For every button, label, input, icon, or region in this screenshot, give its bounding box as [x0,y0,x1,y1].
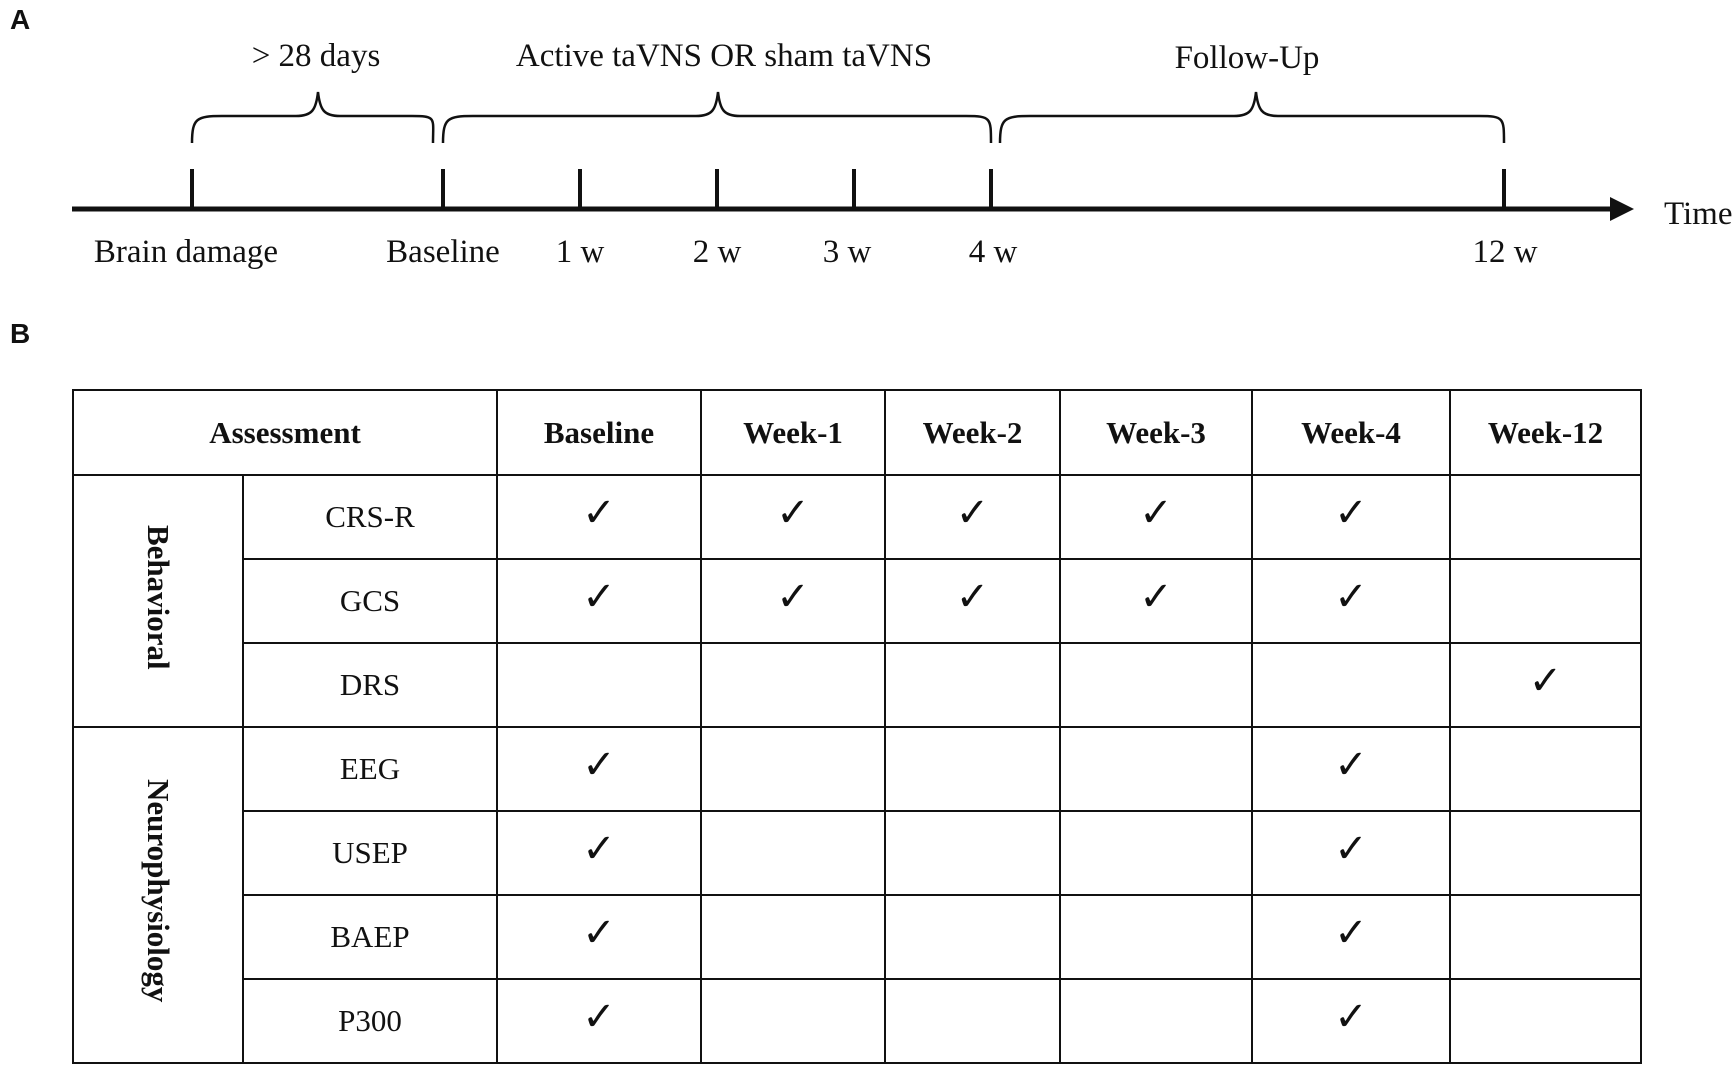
phase-brace-pre [192,92,433,143]
schedule-cell [1060,979,1252,1063]
schedule-cell [1060,475,1252,559]
assessment-label: GCS [243,559,497,643]
schedule-cell [885,475,1060,559]
header-week-2: Week-2 [885,390,1060,475]
schedule-cell [1060,727,1252,811]
assessment-label: BAEP [243,895,497,979]
check-mark-icon: ✓ [582,993,616,1040]
category-label: Neurophysiology [141,779,176,1003]
schedule-cell [885,895,1060,979]
phase-label-treatment: Active taVNS OR sham taVNS [515,38,933,74]
schedule-cell [701,811,885,895]
schedule-cell [885,727,1060,811]
schedule-cell [497,727,701,811]
schedule-cell [701,727,885,811]
tick-label-brain-damage: Brain damage [93,234,279,270]
tick-label-12w: 12 w [1472,234,1538,270]
schedule-cell [701,895,885,979]
schedule-cell [1450,475,1641,559]
check-mark-icon: ✓ [776,573,810,620]
assessment-label: USEP [243,811,497,895]
check-mark-icon: ✓ [582,489,616,536]
assessment-label: DRS [243,643,497,727]
category-cell [73,727,243,1063]
check-mark-icon: ✓ [582,741,616,788]
table-row [73,895,1641,979]
check-mark-icon: ✓ [1139,489,1173,536]
header-week-12: Week-12 [1450,390,1641,475]
check-mark-icon: ✓ [1334,573,1368,620]
schedule-cell [1450,643,1641,727]
timeline-ticks [192,169,1504,209]
tick-label-baseline: Baseline [386,234,500,270]
assessment-table [72,389,1642,1064]
header-week-4: Week-4 [1252,390,1450,475]
schedule-cell [497,895,701,979]
schedule-cell [1450,811,1641,895]
schedule-cell [1450,895,1641,979]
check-mark-icon: ✓ [955,489,990,536]
panel-label-a: A [10,4,31,35]
schedule-cell [885,811,1060,895]
check-mark-icon: ✓ [582,825,616,872]
timeline-diagram [0,0,1736,290]
tick-label-3w: 3 w [822,234,872,270]
schedule-cell [1060,895,1252,979]
category-cell [73,475,243,727]
table-header-row [73,390,1641,475]
schedule-cell [701,559,885,643]
schedule-cell [1252,643,1450,727]
table-row [73,475,1641,559]
check-mark-icon: ✓ [1334,909,1368,956]
schedule-cell [1252,559,1450,643]
phase-brace-treatment [443,92,991,143]
table-row [73,643,1641,727]
phase-label-followup: Follow-Up [1174,40,1320,76]
check-mark-icon: ✓ [1139,573,1173,620]
schedule-cell [497,643,701,727]
schedule-cell [1060,811,1252,895]
schedule-cell [1252,979,1450,1063]
schedule-cell [885,979,1060,1063]
schedule-cell [885,643,1060,727]
schedule-cell [701,979,885,1063]
schedule-cell [1252,475,1450,559]
assessment-label: P300 [243,979,497,1063]
check-mark-icon: ✓ [582,909,616,956]
tick-label-2w: 2 w [692,234,742,270]
assessment-label: EEG [243,727,497,811]
check-mark-icon: ✓ [1334,993,1368,1040]
table-row [73,811,1641,895]
category-label: Behavioral [141,524,176,670]
schedule-cell [497,979,701,1063]
schedule-cell [497,559,701,643]
tick-label-4w: 4 w [968,234,1018,270]
phase-label-pre: > 28 days [251,38,381,74]
schedule-cell [1252,727,1450,811]
check-mark-icon: ✓ [1528,657,1563,704]
schedule-cell [1252,895,1450,979]
schedule-cell [1450,727,1641,811]
header-baseline: Baseline [497,390,701,475]
check-mark-icon: ✓ [1334,825,1368,872]
tick-label-1w: 1 w [555,234,605,270]
schedule-cell [1450,979,1641,1063]
schedule-cell [1060,559,1252,643]
table-row [73,727,1641,811]
schedule-cell [497,475,701,559]
schedule-cell [885,559,1060,643]
check-mark-icon: ✓ [1334,741,1368,788]
schedule-cell [1060,643,1252,727]
timeline-arrowhead [1610,197,1634,221]
schedule-cell [497,811,701,895]
schedule-cell [701,643,885,727]
panel-label-b: B [10,318,31,349]
schedule-cell [701,475,885,559]
header-week-3: Week-3 [1060,390,1252,475]
timeline-axis-label: Time [1664,196,1733,232]
check-mark-icon: ✓ [955,573,990,620]
check-mark-icon: ✓ [1334,489,1368,536]
header-week-1: Week-1 [701,390,885,475]
table-row [73,979,1641,1063]
schedule-cell [1450,559,1641,643]
check-mark-icon: ✓ [776,489,810,536]
phase-brace-followup [1000,92,1504,143]
assessment-label: CRS-R [243,475,497,559]
check-mark-icon: ✓ [582,573,616,620]
schedule-cell [1252,811,1450,895]
table-row [73,559,1641,643]
header-assessment: Assessment [73,390,497,475]
